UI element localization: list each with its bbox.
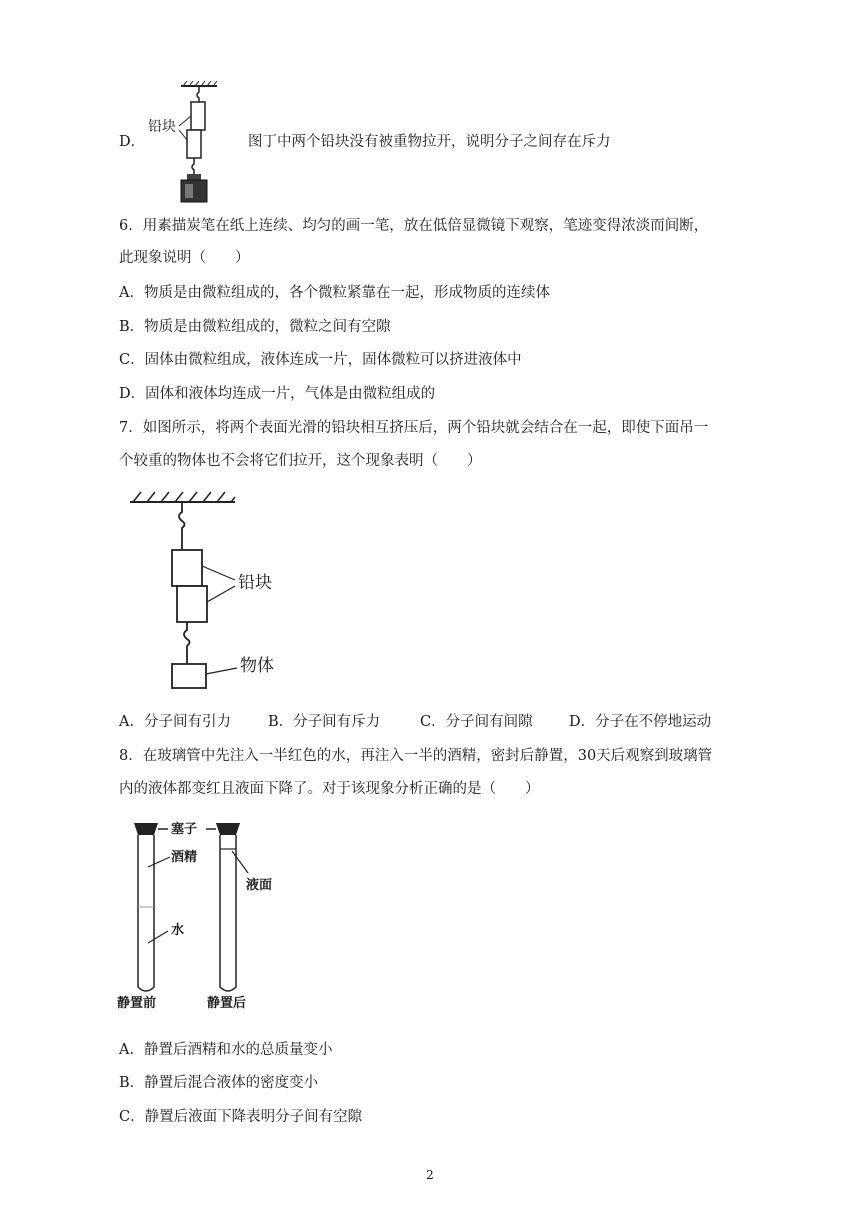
q5-lead-block-figure	[145, 78, 235, 208]
page-number: 2	[426, 1168, 434, 1182]
q7-option-c: C．分子间有间隙	[420, 714, 533, 730]
q8-option-b: B．静置后混合液体的密度变小	[119, 1075, 319, 1091]
q7-stem-line1: 7．如图所示，将两个表面光滑的铅块相互挤压后，两个铅块就会结合在一起，即使下面吊一	[119, 420, 709, 436]
q7-figure-label-lead: 铅块	[238, 573, 272, 593]
q8-label-surface: 液面	[246, 878, 273, 893]
q8-option-a: A．静置后酒精和水的总质量变小	[119, 1042, 333, 1058]
q6-option-b: B．物质是由微粒组成的，微粒之间有空隙	[119, 319, 391, 335]
q6-option-a: A．物质是由微粒组成的，各个微粒紧靠在一起，形成物质的连续体	[119, 285, 550, 301]
q5-option-d-label: D．	[119, 134, 146, 150]
q8-stem-line1: 8．在玻璃管中先注入一半红色的水，再注入一半的酒精，密封后静置，30天后观察到玻璃管	[119, 748, 713, 764]
q8-label-stopper: 塞子	[171, 822, 198, 837]
q6-option-c: C．固体由微粒组成，液体连成一片，固体微粒可以挤进液体中	[119, 352, 522, 368]
q6-option-d: D．固体和液体均连成一片，气体是由微粒组成的	[119, 386, 436, 402]
q7-figure-label-object: 物体	[240, 656, 274, 676]
q8-option-c: C．静置后液面下降表明分子间有空隙	[119, 1109, 363, 1125]
q7-option-a: A．分子间有引力	[119, 714, 231, 730]
q7-option-d: D．分子在不停地运动	[569, 714, 712, 730]
q6-stem-line2: 此现象说明（ ）	[119, 250, 250, 266]
q7-option-b: B．分子间有斥力	[268, 714, 381, 730]
q8-label-after: 静置后	[207, 996, 247, 1011]
q7-stem-line2: 个较重的物体也不会将它们拉开，这个现象表明（ ）	[119, 453, 482, 469]
q5-option-d-text: 图丁中两个铅块没有被重物拉开，说明分子之间存在斥力	[248, 134, 611, 150]
q7-options-row	[119, 712, 711, 732]
q6-stem-line1: 6．用素描炭笔在纸上连续、均匀的画一笔，放在低倍显微镜下观察，笔迹变得浓淡而间断，	[119, 218, 709, 234]
q8-label-alcohol: 酒精	[171, 850, 198, 865]
q5-figure-label-lead: 铅块	[148, 119, 176, 135]
q8-label-water: 水	[171, 923, 185, 938]
q8-stem-line2: 内的液体都变红且液面下降了。对于该现象分析正确的是（ ）	[119, 781, 540, 797]
q8-glass-tube-figure	[118, 815, 293, 1015]
q8-label-before: 静置前	[117, 996, 157, 1011]
